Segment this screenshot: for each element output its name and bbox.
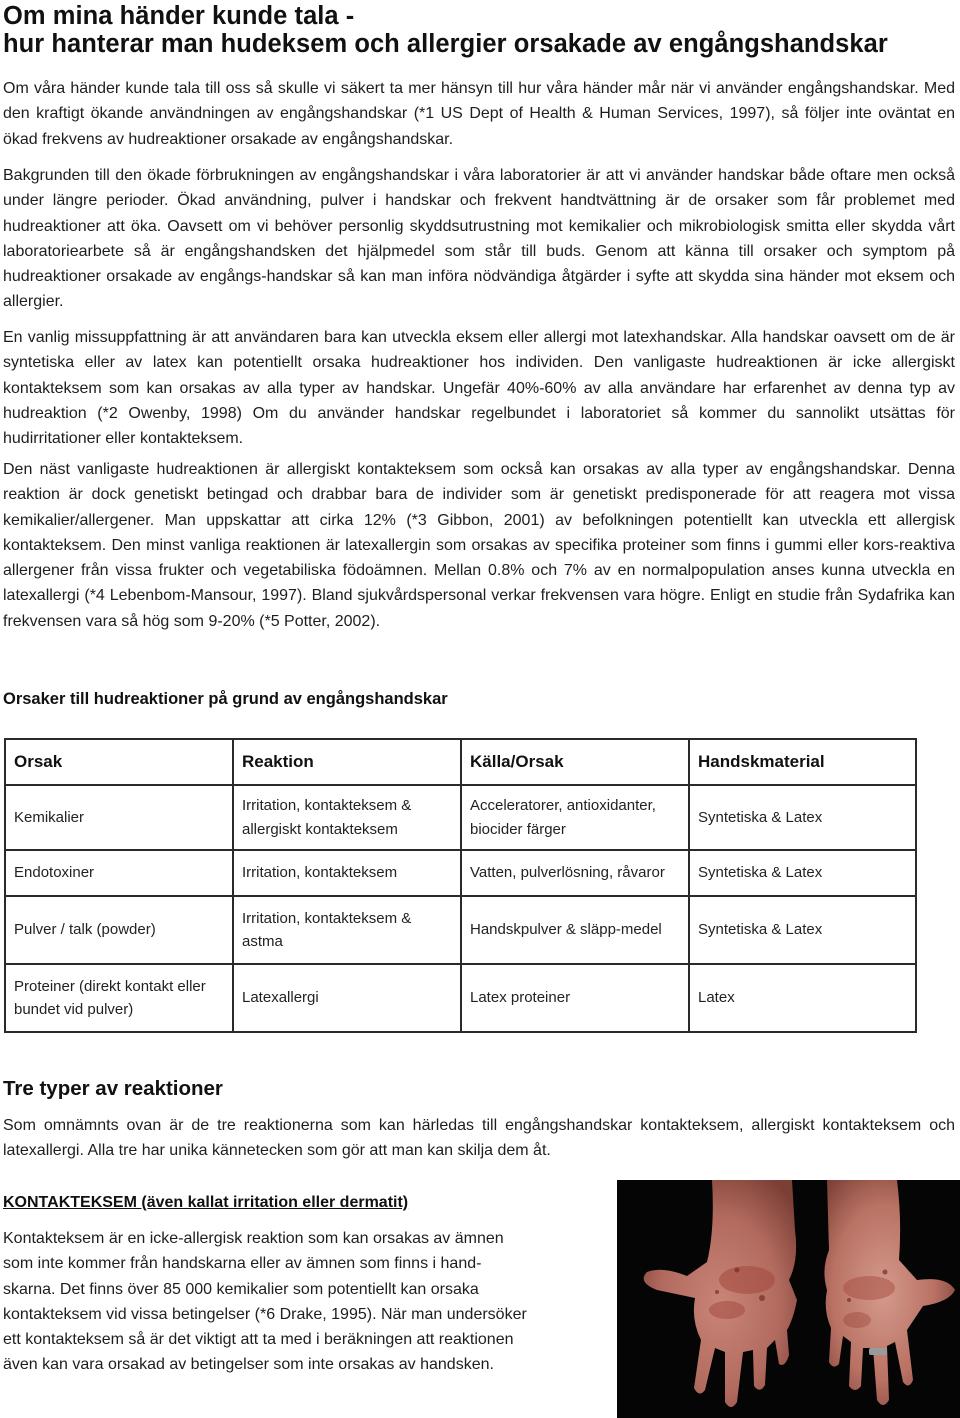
ring xyxy=(869,1348,887,1355)
page-title xyxy=(3,2,953,58)
table-row xyxy=(5,896,916,964)
contact-eczema-line: Kontakteksem är en icke-allergisk reaktion som kan orsakas av ämnen xyxy=(3,1230,504,1247)
table-cell: Latex proteiner xyxy=(461,964,689,1032)
table-cell: Irritation, kontakteksem & astma xyxy=(233,896,461,964)
contact-eczema-line: som inte kommer från handskarna eller av ämnen som finns i hand- xyxy=(3,1255,482,1273)
intro-paragraph-4: Den näst vanligaste hudreaktionen är allergiskt kontakteksem som också kan orsakas av alla typer av engångshandskar. Denna reaktion är dock genetiskt betingad och drabbar bara de individer som är genetiskt predisponerade för att reagera mot vissa kemikalier/allergener. Man uppskattar att cirka 12% (*3 Gibbon, 2001) av befolkningen potentiellt kan utveckla ett allergisk kontakteksem. Den minst vanliga reaktionen är latexallergin som orsakas av specifika proteiner som finns i gummi eller kors-reaktiva allergener från vissa frukter och vegetabiliska födoämnen. Mellan 0.8% och 7% av en normalpopulation anses kunna utveckla en latexallergi (*4 Lebenbom-Mansour, 1997). Bland sjukvårdspersonal verkar frekvensen vara högre. Enligt en studie från Sydafrika kan frekvensen vara så hög som 9-20% (*5 Potter, 2002). xyxy=(3,461,955,630)
table-cell: Syntetiska & Latex xyxy=(689,785,916,850)
contact-eczema-line: även kan vara orsakad av betingelser som inte orsakas av handsken. xyxy=(3,1356,494,1374)
hands-eczema-photo xyxy=(617,1180,960,1418)
title-line-2: hur hanterar man hudeksem och allergier orsakade av engångshandskar xyxy=(3,30,888,58)
hands-with-eczema-illustration xyxy=(617,1180,960,1418)
causes-table xyxy=(4,738,917,1033)
table-cell: Syntetiska & Latex xyxy=(689,850,916,896)
contact-eczema-line: skarna. Det finns över 85 000 kemikalier som potentiellt kan orsaka xyxy=(3,1280,479,1298)
column-header-reaktion: Reaktion xyxy=(233,739,461,785)
table-cell: Proteiner (direkt kontakt eller bundet vid pulver) xyxy=(5,964,233,1032)
contact-eczema-line: ett kontakteksem så är det viktigt att ta med i beräkningen att reaktionen xyxy=(3,1331,514,1349)
table-row xyxy=(5,964,916,1032)
contact-eczema-text xyxy=(3,1226,603,1378)
table-heading: Orsaker till hudreaktioner på grund av engångshandskar xyxy=(3,690,448,708)
table-cell: Latexallergi xyxy=(233,964,461,1032)
table-header-row xyxy=(5,739,916,785)
intro-paragraph-1: Om våra händer kunde tala till oss så skulle vi säkert ta mer hänsyn till hur våra händer mår när vi använder engångshandskar. Med den kraftigt ökande användningen av engångshandskar (*1 US Dept of Health & Human Services, 1997), så följer inte oväntat en ökad frekvens av hudreaktioner orsakade av engångshandskar. xyxy=(3,80,955,148)
table-cell: Pulver / talk (powder) xyxy=(5,896,233,964)
intro-paragraph-3: En vanlig missuppfattning är att användaren bara kan utveckla eksem eller allergi mot latexhandskar. Alla handskar oavsett om de är syntetiska eller av latex kan potentiellt orsaka hudreaktioner hos individen. Den vanligaste hudreaktionen är icke allergiskt kontakteksem som kan orsakas av alla typer av handskar. Ungefär 40%-60% av alla användare har erfarenhet av denna typ av hudreaktion (*2 Owenby, 1998) Om du använder handskar regelbundet i laboratoriet så kommer du sannolikt utsättas för hudirritationer eller kontakteksem. xyxy=(3,329,955,448)
contact-eczema-line: kontakteksem vid vissa betingelser (*6 Drake, 1995). När man undersöker xyxy=(3,1305,527,1323)
table-row xyxy=(5,850,916,896)
title-line-1: Om mina händer kunde tala - xyxy=(3,2,355,30)
table-row xyxy=(5,785,916,850)
table-cell: Handskpulver & släpp-medel xyxy=(461,896,689,964)
three-types-paragraph: Som omnämnts ovan är de tre reaktionerna som kan härledas till engångshandskar kontakteksem, allergiskt kontakteksem och latexallergi. Alla tre har unika kännetecken som gör att man kan skilja dem åt. xyxy=(3,1117,955,1160)
table-cell: Vatten, pulverlösning, råvaror xyxy=(461,850,689,896)
table-cell: Kemikalier xyxy=(5,785,233,850)
column-header-handskmaterial: Handskmaterial xyxy=(689,739,916,785)
table-cell: Endotoxiner xyxy=(5,850,233,896)
table-cell: Syntetiska & Latex xyxy=(689,896,916,964)
table-cell: Irritation, kontakteksem xyxy=(233,850,461,896)
three-types-heading: Tre typer av reaktioner xyxy=(3,1077,223,1100)
column-header-orsak: Orsak xyxy=(5,739,233,785)
table-cell: Irritation, kontakteksem & allergiskt kontakteksem xyxy=(233,785,461,850)
table-cell: Latex xyxy=(689,964,916,1032)
intro-paragraph-2: Bakgrunden till den ökade förbrukningen av engångshandskar i våra laboratorier är att vi använder handskar både oftare men också under längre perioder. Ökad användning, pulver i handskar och frekvent handtvättning är de orsaker som får problemet med hudreaktioner att öka. Oavsett om vi behöver personlig skyddsutrustning mot kemikalier och mikrobiologisk smitta eller skydda vårt laboratoriearbete så är engångshandsken det hjälpmedel som står till buds. Genom att känna till orsaker och symptom på hudreaktioner orsakade av engångs-handskar så kan man införa nödvändiga åtgärder i syfte att skydda sina händer mot eksem och allergier. xyxy=(3,167,955,311)
contact-eczema-heading: KONTAKTEKSEM (även kallat irritation eller dermatit) xyxy=(3,1194,409,1211)
column-header-kalla: Källa/Orsak xyxy=(461,739,689,785)
table-cell: Acceleratorer, antioxidanter, biocider färger xyxy=(461,785,689,850)
